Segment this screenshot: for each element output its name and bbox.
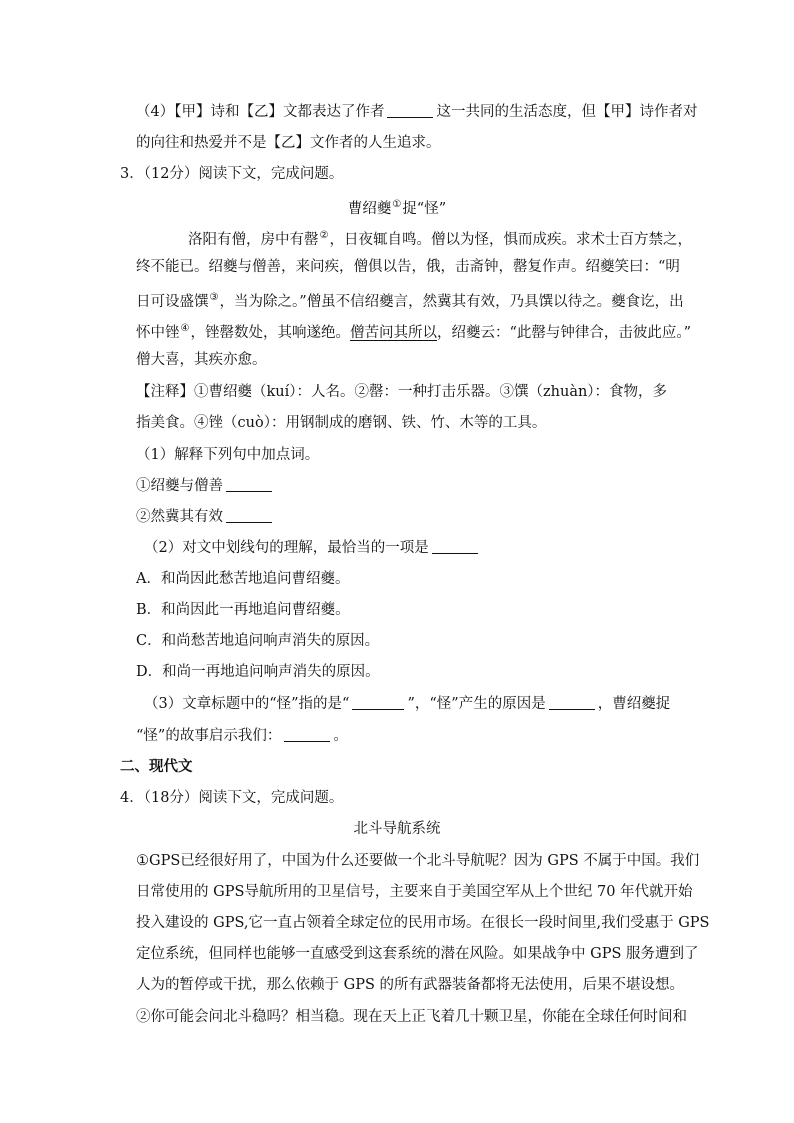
item-text: ②然冀其有效 (136, 509, 223, 525)
answer-blank[interactable] (352, 695, 404, 710)
q4-para1-line1: ①GPS已经很好用了，中国为什么还要做一个北斗导航呢？因为 GPS 不属于中国。我们 (136, 853, 700, 869)
section-heading: 二、现代文 (120, 758, 193, 775)
passage-text: ，锉罄数处，其响遂绝。 (190, 325, 350, 341)
q4-header: 4．（18分）阅读下文，完成问题。 (120, 790, 344, 806)
answer-blank[interactable] (387, 103, 433, 118)
option-a[interactable]: A．和尚因此愁苦地追问曹绍夔。 (136, 571, 350, 587)
passage-text: ，日夜辄自鸣。僧以为怪，惧而成疾。求术士百方禁之， (329, 232, 692, 248)
item-text: ①绍夔与僧善 (136, 478, 223, 494)
q3-title-text-a: 曹绍夔 (347, 201, 392, 217)
option-d[interactable]: D．和尚一再地追问响声消失的原因。 (136, 664, 380, 680)
q4-para1-line5: 人为的暂停或干扰，那么依赖于 GPS 的所有武器装备都将无法使用，后果不堪设想。 (136, 977, 684, 993)
q4-para1-line4: 定位系统，但同样也能够一直感受到这套系统的潜在风险。如果战争中 GPS 服务遭到了 (136, 946, 699, 962)
item-text: （2）对文中划线句的理解，最恰当的一项是 (144, 540, 429, 556)
q3-notes-line2: 指美食。④锉（cuò）：用钢制成的磨钢、铁、竹、木等的工具。 (136, 415, 547, 431)
item-text: （3）文章标题中的“怪”指的是“ (144, 696, 350, 712)
item-text: ”，“怪”产生的原因是 (407, 696, 546, 712)
passage-text: 日可设盛馔 (136, 294, 209, 310)
q3-sub3-line1 (0, 694, 794, 714)
q3-passage-line5: 僧大喜，其疾亦愈。 (136, 352, 267, 368)
q4-title: 北斗导航系统 (353, 821, 441, 837)
q3-sub1-item1 (0, 476, 794, 496)
q3-passage-line1 (0, 226, 794, 250)
passage-text: ，当为除之。”僧虽不信绍夔言，然冀其有效，乃具馔以待之。夔食讫，出 (219, 294, 684, 310)
q3-passage-line3 (0, 288, 794, 312)
answer-blank[interactable] (549, 695, 595, 710)
passage-text: 怀中锉 (136, 325, 180, 341)
q3-passage-line4 (0, 319, 794, 343)
item-text: ，曹绍夔捉 (597, 696, 671, 712)
note-marker: ④ (180, 323, 190, 334)
q3-header: 3．（12分）阅读下文，完成问题。 (120, 166, 344, 182)
note-marker: ① (392, 199, 402, 210)
q3-title-text-b: 捉“怪” (402, 201, 447, 217)
answer-blank[interactable] (226, 477, 272, 492)
item-text: “怪”的故事启示我们： (136, 728, 282, 744)
q4-para1-line3: 投入建设的 GPS,它一直占领着全球定位的民用市场。在很长一段时间里,我们受惠于 GPS (136, 915, 710, 931)
answer-blank[interactable] (284, 727, 330, 742)
q4-para2-line1: ②你可能会问北斗稳吗？相当稳。现在天上正飞着几十颗卫星，你能在全球任何时间和 (136, 1009, 687, 1025)
passage-text: 洛阳有僧，房中有罄 (188, 232, 319, 248)
q3-sub1-item2 (0, 507, 794, 527)
q4-para1-line2: 日常使用的 GPS导航所用的卫星信号，主要来自于美国空军从上个世纪 70 年代就开始 (136, 884, 693, 900)
q2-4-line2: 的向往和热爱并不是【乙】文作者的人生追求。 (136, 135, 441, 151)
q3-notes-line1: 【注释】①曹绍夔（kuí）：人名。②罄：一种打击乐器。③馔（zhuàn）：食物，多 (136, 384, 668, 400)
q3-passage-line2: 终不能已。绍夔与僧善，来问疾，僧俱以告，俄，击斋钟，罄复作声。绍夔笑曰：“明 (136, 259, 680, 275)
underlined-sentence: 僧苦问其所以 (349, 325, 437, 341)
note-marker: ② (319, 230, 329, 241)
q3-sub3-line2 (0, 726, 794, 746)
option-b[interactable]: B．和尚因此一再地追问曹绍夔。 (136, 602, 350, 618)
note-marker: ③ (209, 292, 219, 303)
q3-title (0, 195, 794, 219)
q2-4-text-a: （4）【甲】诗和【乙】文都表达了作者 (136, 104, 385, 120)
option-c[interactable]: C．和尚愁苦地追问响声消失的原因。 (136, 633, 380, 649)
q2-4-line1 (0, 102, 794, 122)
answer-blank[interactable] (226, 508, 272, 523)
answer-blank[interactable] (432, 539, 478, 554)
item-text: 。 (333, 728, 348, 744)
q3-sub2 (0, 538, 794, 558)
q2-4-text-b: 这一共同的生活态度，但【甲】诗作者对 (436, 104, 698, 120)
passage-text: ，绍夔云：“此罄与钟律合，击彼此应。” (436, 325, 692, 341)
q3-sub1: （1）解释下列句中加点词。 (136, 447, 320, 463)
